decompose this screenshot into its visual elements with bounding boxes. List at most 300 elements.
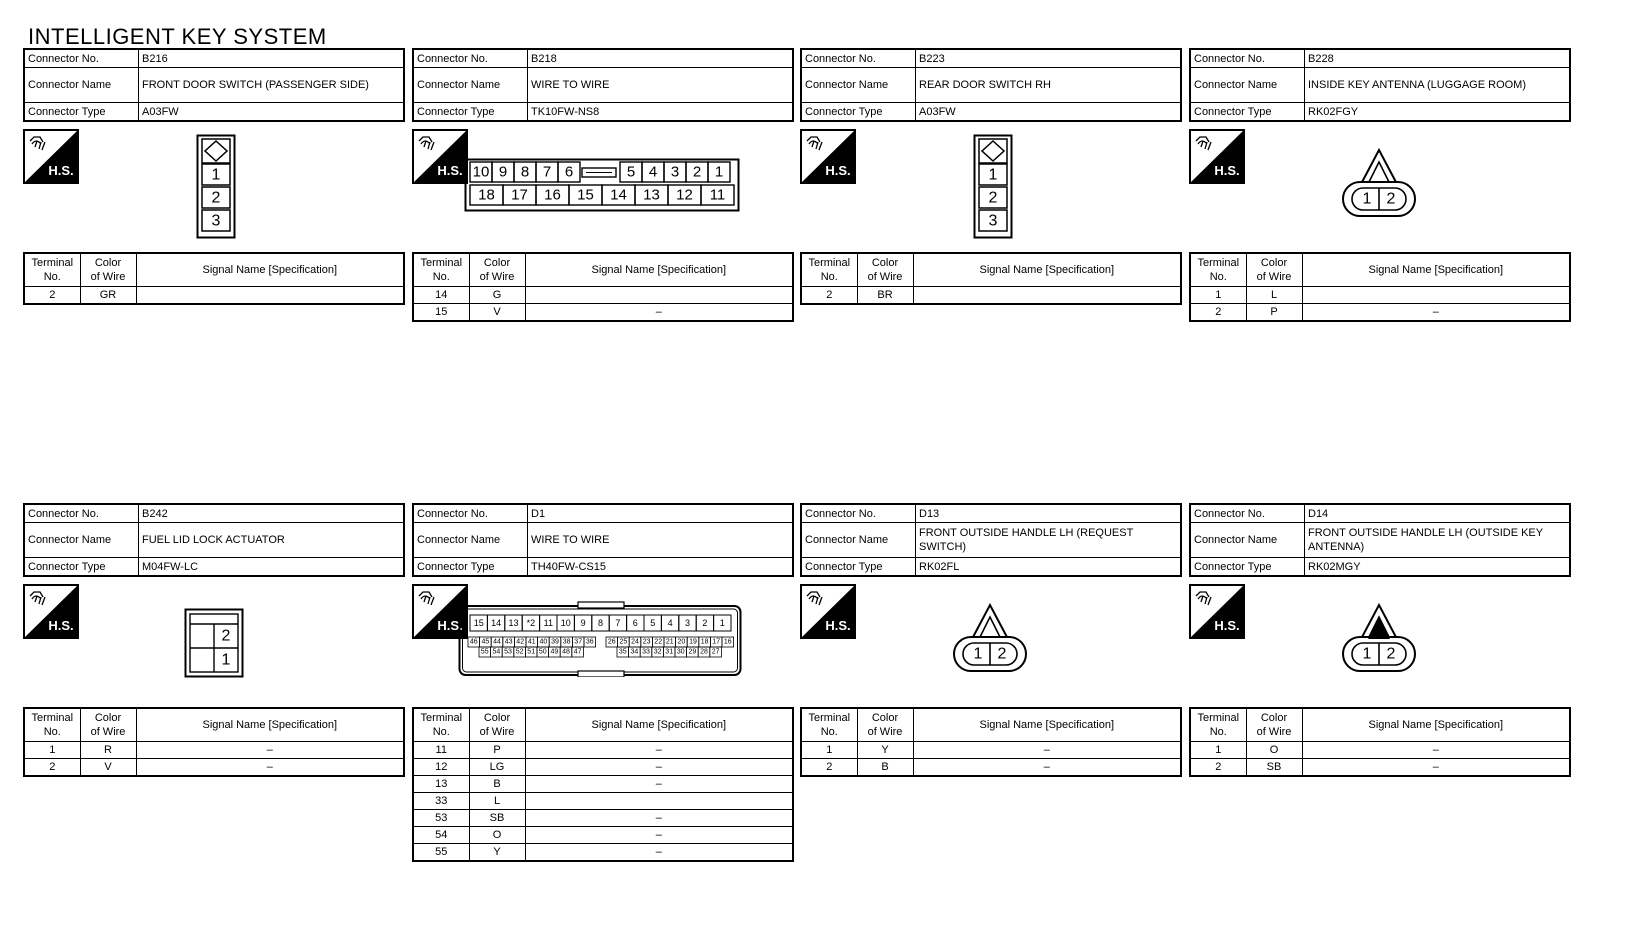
pin-label: 2	[692, 163, 702, 181]
connector-type-label: Connector Type	[801, 558, 916, 577]
signal-name: –	[525, 776, 793, 793]
pin-label: 30	[676, 648, 685, 656]
wire-color: Y	[857, 742, 913, 759]
wire-color-header	[469, 708, 525, 742]
connector-panel-b218	[412, 48, 794, 322]
terminal-number: 53	[413, 810, 469, 827]
connector-illustration	[412, 122, 794, 252]
connector-illustration	[800, 122, 1182, 252]
pin-label: 8	[597, 618, 604, 628]
header-text: Terminal	[420, 712, 463, 724]
connector-type-value: RK02MGY	[1305, 558, 1571, 577]
table-row	[801, 742, 1181, 759]
hs-label: H.S.	[48, 618, 74, 633]
pin-label: 48	[562, 648, 570, 656]
table-row	[413, 793, 793, 810]
pin-label: 13	[508, 618, 519, 628]
pin-label: 5	[650, 618, 656, 628]
signal-name-header: Signal Name [Specification]	[136, 253, 404, 287]
harness-side-icon	[412, 129, 468, 184]
wire-color: B	[469, 776, 525, 793]
connector-type-label: Connector Type	[413, 103, 528, 122]
header-text: Color	[483, 257, 511, 269]
pin-label: 9	[498, 163, 508, 181]
pin-label: 10	[472, 163, 490, 181]
header-text: Color	[94, 712, 122, 724]
pin-label: 31	[665, 648, 674, 656]
signal-name: –	[913, 759, 1181, 777]
terminal-table	[412, 252, 794, 322]
lock-tab	[578, 602, 624, 608]
pin-label: 6	[632, 618, 638, 628]
connector-number-value: B216	[139, 49, 405, 68]
connector-number-label: Connector No.	[24, 504, 139, 523]
header-text: of Wire	[90, 726, 126, 738]
pin-label: 11	[543, 618, 553, 628]
terminal-no-header	[1190, 253, 1246, 287]
pin-label: 2	[997, 645, 1007, 663]
lock-tab	[578, 671, 624, 677]
key-diamond	[982, 141, 1004, 161]
connector-name-label: Connector Name	[801, 523, 916, 558]
hs-label: H.S.	[1214, 163, 1240, 178]
terminal-table	[800, 707, 1182, 777]
connector-number-label: Connector No.	[413, 49, 528, 68]
hs-label: H.S.	[825, 618, 851, 633]
terminal-number: 11	[413, 742, 469, 759]
connector-3pin-drawing	[973, 134, 1013, 239]
pin-label: 52	[515, 648, 524, 656]
wire-color-header	[1246, 708, 1302, 742]
terminal-number: 2	[1190, 304, 1246, 322]
terminal-no-header	[413, 708, 469, 742]
table-row	[1190, 759, 1570, 777]
pin-label: 25	[619, 638, 628, 646]
pin-label: 20	[677, 638, 686, 646]
harness-side-icon	[1189, 584, 1245, 639]
table-row	[1190, 287, 1570, 304]
table-row	[24, 742, 404, 759]
wire-color: P	[469, 742, 525, 759]
connector-2pin-oval-drawing	[1341, 601, 1417, 673]
header-text: No.	[432, 726, 450, 738]
header-text: Terminal	[1197, 712, 1240, 724]
pin-label: *2	[526, 618, 536, 628]
connector-info-table	[1189, 503, 1571, 577]
connector-3pin-drawing	[196, 134, 236, 239]
signal-name-header: Signal Name [Specification]	[136, 708, 404, 742]
header-text: Terminal	[31, 712, 74, 724]
connector-number-label: Connector No.	[1190, 504, 1305, 523]
connector-number-value: B242	[139, 504, 405, 523]
pin-label: 51	[527, 648, 536, 656]
wire-color: O	[1246, 742, 1302, 759]
pin-label: 1	[714, 163, 724, 181]
header-text: No.	[43, 726, 61, 738]
pin-label: 29	[688, 648, 697, 656]
terminal-table	[800, 252, 1182, 305]
terminal-no-header	[801, 708, 857, 742]
pin-label: 2	[1386, 645, 1396, 663]
connector-number-value: D13	[916, 504, 1182, 523]
connector-illustration	[1189, 122, 1571, 252]
pin-label: 22	[654, 638, 663, 646]
connector-type-value: M04FW-LC	[139, 558, 405, 577]
table-row	[413, 776, 793, 793]
wire-color: P	[1246, 304, 1302, 322]
connector-name-label: Connector Name	[1190, 68, 1305, 103]
terminal-table	[23, 707, 405, 777]
page-title: INTELLIGENT KEY SYSTEM	[28, 24, 327, 49]
signal-name: –	[525, 742, 793, 759]
pin-label: 5	[626, 163, 636, 181]
pin-label: 1	[988, 166, 998, 184]
signal-name-header: Signal Name [Specification]	[913, 253, 1181, 287]
signal-name-header: Signal Name [Specification]	[1302, 253, 1570, 287]
terminal-table-header	[801, 708, 1181, 742]
pin-label: 18	[478, 186, 495, 204]
connector-2pin-block-drawing	[184, 608, 244, 678]
terminal-number: 2	[801, 759, 857, 777]
table-row	[413, 844, 793, 862]
connector-type-value: TK10FW-NS8	[528, 103, 794, 122]
wire-color: R	[80, 742, 136, 759]
pin-label: 50	[538, 648, 547, 656]
signal-name: –	[136, 742, 404, 759]
terminal-no-header	[24, 708, 80, 742]
signal-name-header: Signal Name [Specification]	[525, 253, 793, 287]
connector-type-label: Connector Type	[801, 103, 916, 122]
connector-panel-d14	[1189, 503, 1571, 777]
connector-illustration	[800, 577, 1182, 707]
wire-color: V	[469, 304, 525, 322]
connector-18pin-drawing	[464, 158, 740, 212]
terminal-number: 12	[413, 759, 469, 776]
hs-label: H.S.	[437, 618, 463, 633]
signal-name: –	[525, 759, 793, 776]
pin-label: 27	[711, 648, 720, 656]
wire-color-header	[857, 708, 913, 742]
signal-name-header: Signal Name [Specification]	[1302, 708, 1570, 742]
signal-name-header: Signal Name [Specification]	[913, 708, 1181, 742]
terminal-number: 2	[24, 759, 80, 777]
connector-type-value: TH40FW-CS15	[528, 558, 794, 577]
pin-label: 1	[973, 645, 983, 663]
wire-color: O	[469, 827, 525, 844]
hs-label: H.S.	[1214, 618, 1240, 633]
hs-label: H.S.	[825, 163, 851, 178]
table-row	[24, 287, 404, 305]
connector-number-label: Connector No.	[801, 504, 916, 523]
connector-info-table	[800, 48, 1182, 122]
pin-label: 19	[689, 638, 697, 646]
wire-color-header	[857, 253, 913, 287]
pin-label: 8	[520, 163, 530, 181]
terminal-number: 1	[801, 742, 857, 759]
wire-color: G	[469, 287, 525, 304]
table-row	[801, 759, 1181, 777]
terminal-table-header	[1190, 253, 1570, 287]
connector-type-label: Connector Type	[1190, 558, 1305, 577]
harness-side-icon	[800, 129, 856, 184]
signal-name: –	[136, 759, 404, 777]
pin-label: 42	[516, 638, 525, 646]
pin-label: 4	[667, 618, 673, 628]
harness-side-icon	[1189, 129, 1245, 184]
signal-name: –	[525, 844, 793, 862]
pin-label: 10	[560, 618, 571, 628]
connector-type-label: Connector Type	[24, 558, 139, 577]
pin-label: 39	[551, 638, 559, 646]
header-text: of Wire	[479, 726, 515, 738]
header-text: No.	[1209, 726, 1227, 738]
connector-panel-b228	[1189, 48, 1571, 322]
connector-illustration	[23, 577, 405, 707]
signal-name	[1302, 287, 1570, 304]
wire-color: V	[80, 759, 136, 777]
header-text: Color	[1260, 712, 1288, 724]
terminal-number: 55	[413, 844, 469, 862]
pin-label: 3	[684, 618, 691, 628]
signal-name	[913, 287, 1181, 305]
connector-panel-b242	[23, 503, 405, 777]
terminal-no-header	[1190, 708, 1246, 742]
wire-color: Y	[469, 844, 525, 862]
table-row	[413, 287, 793, 304]
wire-color: BR	[857, 287, 913, 305]
connector-info-table	[412, 503, 794, 577]
pin-label: 4	[648, 163, 658, 181]
wire-color: L	[469, 793, 525, 810]
table-row	[801, 287, 1181, 305]
connector-number-label: Connector No.	[1190, 49, 1305, 68]
table-row	[413, 759, 793, 776]
terminal-number: 14	[413, 287, 469, 304]
pin-label: 53	[504, 648, 512, 656]
connector-name-label: Connector Name	[801, 68, 916, 103]
pin-label: 40	[539, 638, 548, 646]
header-text: Color	[871, 257, 899, 269]
connector-type-label: Connector Type	[1190, 103, 1305, 122]
header-text: of Wire	[479, 271, 515, 283]
connector-panel-b223	[800, 48, 1182, 305]
pin-label: 3	[988, 212, 998, 230]
terminal-no-header	[801, 253, 857, 287]
connector-type-value: A03FW	[139, 103, 405, 122]
pin-label: 3	[670, 163, 680, 181]
connector-type-label: Connector Type	[24, 103, 139, 122]
connector-type-label: Connector Type	[413, 558, 528, 577]
pin-label: 21	[665, 638, 674, 646]
connector-type-value: RK02FGY	[1305, 103, 1571, 122]
pin-label: 16	[723, 638, 732, 646]
pin-label: 1	[221, 651, 231, 669]
harness-side-icon	[23, 584, 79, 639]
pin-label: 16	[544, 186, 561, 204]
connector-name-value: WIRE TO WIRE	[528, 68, 794, 103]
header-text: Terminal	[1197, 257, 1240, 269]
signal-name: –	[525, 304, 793, 322]
connector-40pin-drawing	[458, 601, 742, 677]
signal-name: –	[1302, 759, 1570, 777]
signal-name	[136, 287, 404, 305]
pin-label: 38	[562, 638, 571, 646]
terminal-number: 1	[1190, 742, 1246, 759]
header-text: of Wire	[867, 271, 903, 283]
terminal-no-header	[413, 253, 469, 287]
connector-info-table	[1189, 48, 1571, 122]
terminal-number: 1	[1190, 287, 1246, 304]
connector-number-value: B228	[1305, 49, 1571, 68]
table-row	[24, 759, 404, 777]
terminal-number: 54	[413, 827, 469, 844]
connector-info-table	[23, 48, 405, 122]
connector-panel-d1	[412, 503, 794, 862]
terminal-number: 2	[1190, 759, 1246, 777]
connector-number-label: Connector No.	[413, 504, 528, 523]
header-text: of Wire	[1256, 726, 1292, 738]
header-text: of Wire	[1256, 271, 1292, 283]
pin-label: 9	[580, 618, 586, 628]
terminal-table	[1189, 252, 1571, 322]
pin-label: 18	[700, 638, 709, 646]
pin-label: 11	[709, 186, 726, 204]
header-text: Terminal	[420, 257, 463, 269]
table-row	[413, 304, 793, 322]
harness-side-icon	[23, 129, 79, 184]
header-text: No.	[432, 271, 450, 283]
connector-illustration	[412, 577, 794, 707]
signal-name	[525, 793, 793, 810]
connector-name-label: Connector Name	[413, 68, 528, 103]
connector-name-value: REAR DOOR SWITCH RH	[916, 68, 1182, 103]
wire-color: SB	[469, 810, 525, 827]
connector-info-table	[800, 503, 1182, 577]
connector-name-value: FRONT OUTSIDE HANDLE LH (REQUEST SWITCH)	[916, 523, 1182, 558]
pin-label: 26	[607, 638, 616, 646]
header-text: No.	[1209, 271, 1227, 283]
terminal-table	[412, 707, 794, 862]
table-row	[413, 827, 793, 844]
signal-name	[525, 287, 793, 304]
wire-color-header	[80, 253, 136, 287]
connector-name-label: Connector Name	[24, 523, 139, 558]
connector-name-value: INSIDE KEY ANTENNA (LUGGAGE ROOM)	[1305, 68, 1571, 103]
terminal-table-header	[413, 708, 793, 742]
connector-number-value: B223	[916, 49, 1182, 68]
signal-name: –	[1302, 742, 1570, 759]
connector-illustration	[23, 122, 405, 252]
pin-label: 7	[542, 163, 552, 181]
pin-label: 37	[574, 638, 583, 646]
pin-label: 55	[480, 648, 489, 656]
pin-label: 2	[211, 189, 221, 207]
pin-label: 1	[1362, 645, 1372, 663]
pin-label: 3	[211, 212, 221, 230]
terminal-number: 1	[24, 742, 80, 759]
wire-color-header	[469, 253, 525, 287]
table-row	[1190, 742, 1570, 759]
pin-label: 7	[615, 618, 621, 628]
connector-panel-b216	[23, 48, 405, 305]
connector-info-table	[23, 503, 405, 577]
wire-color-header	[1246, 253, 1302, 287]
terminal-table-header	[413, 253, 793, 287]
pin-label: 23	[642, 638, 651, 646]
header-text: Terminal	[808, 257, 851, 269]
terminal-table	[1189, 707, 1571, 777]
connector-panel-d13	[800, 503, 1182, 777]
pin-label: 2	[702, 618, 708, 628]
pin-label: 28	[700, 648, 708, 656]
hs-label: H.S.	[437, 163, 463, 178]
terminal-table-header	[24, 708, 404, 742]
wire-color: GR	[80, 287, 136, 305]
pin-label: 15	[473, 618, 484, 628]
connector-number-value: D14	[1305, 504, 1571, 523]
terminal-number: 2	[801, 287, 857, 305]
header-text: Terminal	[808, 712, 851, 724]
pin-label: 32	[653, 648, 662, 656]
wire-color: L	[1246, 287, 1302, 304]
wire-color: LG	[469, 759, 525, 776]
signal-name: –	[1302, 304, 1570, 322]
signal-name: –	[525, 810, 793, 827]
wire-color: B	[857, 759, 913, 777]
terminal-number: 33	[413, 793, 469, 810]
connector-name-value: FRONT OUTSIDE HANDLE LH (OUTSIDE KEY ANTENNA)	[1305, 523, 1571, 558]
connector-name-label: Connector Name	[413, 523, 528, 558]
pin-label: 44	[493, 638, 501, 646]
connector-type-value: RK02FL	[916, 558, 1182, 577]
pin-label: 2	[221, 627, 231, 645]
connector-info-table	[412, 48, 794, 122]
connector-illustration	[1189, 577, 1571, 707]
pin-label: 2	[988, 189, 998, 207]
header-text: Color	[483, 712, 511, 724]
header-text: Color	[1260, 257, 1288, 269]
pin-label: 14	[610, 186, 627, 204]
header-text: No.	[43, 271, 61, 283]
header-text: Color	[94, 257, 122, 269]
pin-label: 45	[481, 638, 490, 646]
header-text: Color	[871, 712, 899, 724]
wire-color-header	[80, 708, 136, 742]
pin-label: 2	[1386, 190, 1396, 208]
signal-name: –	[913, 742, 1181, 759]
pin-label: 12	[676, 186, 693, 204]
terminal-table-header	[24, 253, 404, 287]
header-text: of Wire	[867, 726, 903, 738]
pin-label: 17	[511, 186, 528, 204]
pin-label: 41	[527, 638, 536, 646]
signal-name: –	[525, 827, 793, 844]
terminal-number: 13	[413, 776, 469, 793]
pin-label: 13	[643, 186, 660, 204]
hs-label: H.S.	[48, 163, 74, 178]
pin-label: 33	[642, 648, 650, 656]
pin-label: 24	[631, 638, 639, 646]
pin-label: 54	[492, 648, 501, 656]
connector-number-label: Connector No.	[801, 49, 916, 68]
header-text: of Wire	[90, 271, 126, 283]
pin-label: 15	[577, 186, 594, 204]
pin-label: 36	[585, 638, 594, 646]
wire-color: SB	[1246, 759, 1302, 777]
connector-name-label: Connector Name	[24, 68, 139, 103]
connector-number-value: D1	[528, 504, 794, 523]
terminal-table-header	[1190, 708, 1570, 742]
